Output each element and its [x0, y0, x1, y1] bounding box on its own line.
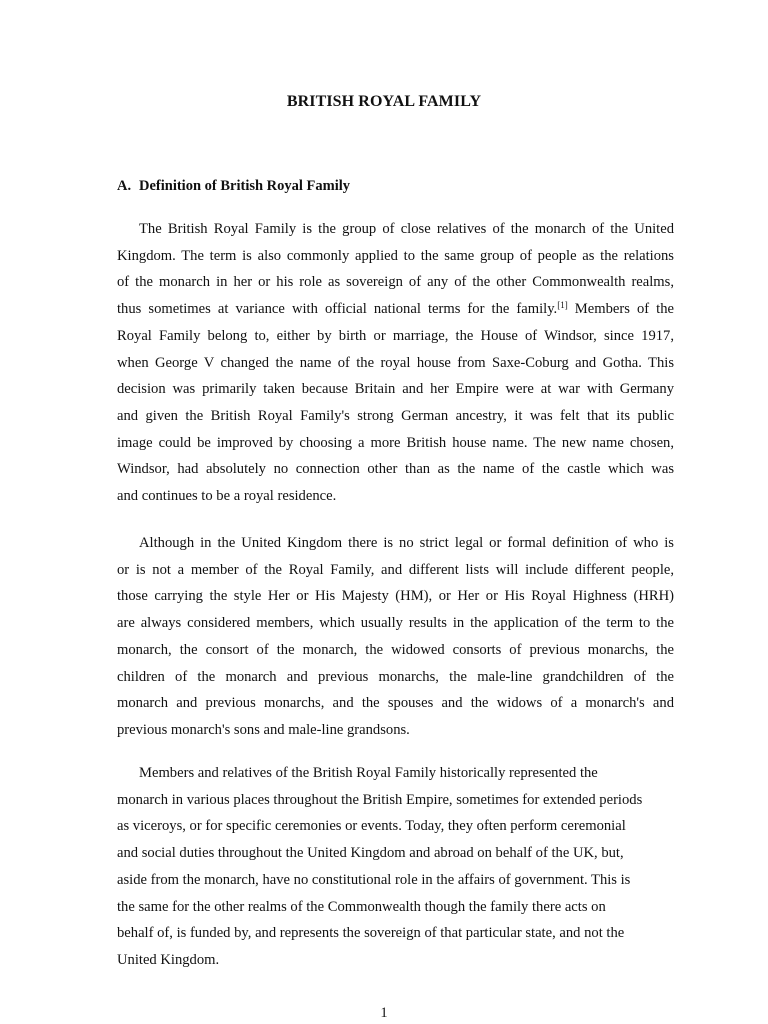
- paragraph-line: Members and relatives of the British Royal Family historically represented the: [139, 765, 598, 781]
- page-title: BRITISH ROYAL FAMILY: [286, 93, 482, 110]
- paragraph-membership: [117, 530, 674, 744]
- paragraph-line: image could be improved by choosing a more British house name. The new name chosen,: [117, 434, 674, 451]
- paragraph-line: as viceroys, or for specific ceremonies or events. Today, they often perform ceremonial: [117, 818, 626, 835]
- paragraph-line: when George V changed the name of the royal house from Saxe-Coburg and Gotha. This: [117, 354, 674, 371]
- paragraph-line: of the monarch in her or his role as sovereign of any of the other Commonwealth realms,: [117, 274, 674, 291]
- paragraph-line: are always considered members, which usually results in the application of the term to the: [117, 615, 674, 632]
- paragraph-line-text: Members of the: [567, 301, 674, 318]
- paragraph-line-text: thus sometimes at variance with official national terms for the family.: [117, 301, 558, 318]
- paragraph-line: Windsor, had absolutely no connection other than as the name of the castle which was: [117, 461, 674, 478]
- paragraph-line: decision was primarily taken because Britain and her Empire were at war with Germany: [117, 381, 674, 398]
- page-number: 1: [380, 1005, 388, 1021]
- paragraph-line: or is not a member of the Royal Family, and different lists will include different people,: [117, 561, 674, 578]
- paragraph-line: the same for the other realms of the Commonwealth though the family there acts on: [117, 898, 606, 915]
- paragraph-line: behalf of, is funded by, and represents the sovereign of that particular state, and not the: [117, 925, 625, 942]
- paragraph-line: Although in the United Kingdom there is no strict legal or formal definition of who is: [139, 535, 674, 551]
- paragraph-line: monarch in various places throughout the British Empire, sometimes for extended periods: [117, 791, 643, 808]
- paragraph-line: monarch and previous monarchs, and the spouses and the widows of a monarch's and: [117, 695, 674, 712]
- paragraph-line: and given the British Royal Family's strong German ancestry, it was felt that its public: [117, 407, 674, 424]
- section-heading: [117, 176, 350, 196]
- paragraph-line: previous monarch's sons and male-line grandsons.: [117, 721, 410, 738]
- paragraph-line: those carrying the style Her or His Majesty (HM), or Her or His Royal Highness (HRH): [117, 588, 674, 605]
- section-heading-text: Definition of British Royal Family: [139, 178, 351, 194]
- paragraph-definition: [117, 216, 674, 510]
- paragraph-line: monarch, the consort of the monarch, the widowed consorts of previous monarchs, the: [117, 641, 674, 658]
- paragraph-line: United Kingdom.: [117, 951, 220, 968]
- paragraph-line: and continues to be a royal residence.: [117, 488, 337, 505]
- paragraph-duties: [117, 760, 674, 974]
- paragraph-line: Kingdom. The term is also commonly applied to the same group of people as the relations: [117, 247, 674, 264]
- paragraph-line: children of the monarch and previous monarchs, the male-line grandchildren of the: [117, 668, 674, 685]
- paragraph-line: aside from the monarch, have no constitutional role in the affairs of government. This is: [117, 871, 631, 888]
- section-number: A.: [117, 178, 132, 194]
- paragraph-line: and social duties throughout the United Kingdom and abroad on behalf of the UK, but,: [117, 845, 624, 862]
- paragraph-line: The British Royal Family is the group of close relatives of the monarch of the United: [139, 221, 674, 237]
- footnote-reference[interactable]: [1]: [557, 300, 568, 311]
- paragraph-line: [117, 296, 674, 323]
- paragraph-line: Royal Family belong to, either by birth or marriage, the House of Windsor, since 1917,: [117, 327, 674, 344]
